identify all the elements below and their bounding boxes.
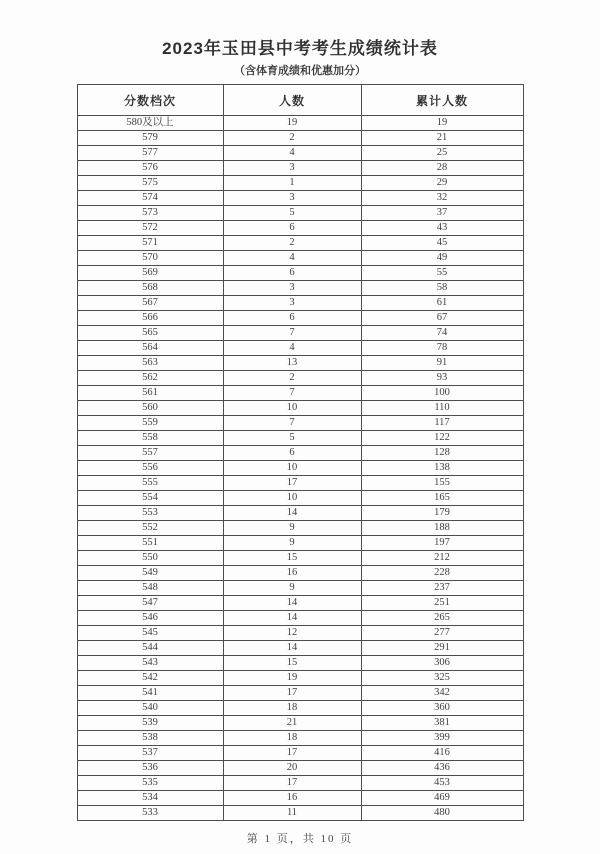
score-range-cell: 544 (77, 641, 223, 656)
count-cell: 17 (223, 686, 361, 701)
header-count: 人数 (223, 85, 361, 116)
score-table (77, 84, 524, 821)
score-range-cell: 559 (77, 416, 223, 431)
count-cell: 5 (223, 431, 361, 446)
cumulative-count-cell: 165 (361, 491, 523, 506)
cumulative-count-cell: 61 (361, 296, 523, 311)
score-range-cell: 561 (77, 386, 223, 401)
cumulative-count-cell: 237 (361, 581, 523, 596)
cumulative-count-cell: 453 (361, 776, 523, 791)
count-cell: 18 (223, 701, 361, 716)
table-row (77, 506, 523, 521)
table-row (77, 716, 523, 731)
table-row (77, 326, 523, 341)
cumulative-count-cell: 117 (361, 416, 523, 431)
count-cell: 6 (223, 446, 361, 461)
count-cell: 19 (223, 116, 361, 131)
table-row (77, 161, 523, 176)
cumulative-count-cell: 67 (361, 311, 523, 326)
cumulative-count-cell: 265 (361, 611, 523, 626)
table-row (77, 206, 523, 221)
cumulative-count-cell: 212 (361, 551, 523, 566)
cumulative-count-cell: 179 (361, 506, 523, 521)
cumulative-count-cell: 43 (361, 221, 523, 236)
table-row (77, 356, 523, 371)
count-cell: 2 (223, 236, 361, 251)
count-cell: 9 (223, 536, 361, 551)
score-range-cell: 549 (77, 566, 223, 581)
count-cell: 17 (223, 746, 361, 761)
table-row (77, 461, 523, 476)
score-range-cell: 577 (77, 146, 223, 161)
page-title: 2023年玉田县中考考生成绩统计表 (162, 39, 438, 58)
count-cell: 20 (223, 761, 361, 776)
cumulative-count-cell: 155 (361, 476, 523, 491)
score-range-cell: 536 (77, 761, 223, 776)
table-row (77, 791, 523, 806)
score-range-cell: 543 (77, 656, 223, 671)
count-cell: 14 (223, 506, 361, 521)
score-range-cell: 560 (77, 401, 223, 416)
count-cell: 12 (223, 626, 361, 641)
table-row (77, 446, 523, 461)
page-subtitle: （含体育成绩和优惠加分） (234, 65, 366, 77)
score-range-cell: 552 (77, 521, 223, 536)
table-row (77, 296, 523, 311)
table-row (77, 596, 523, 611)
score-range-cell: 548 (77, 581, 223, 596)
score-range-cell: 534 (77, 791, 223, 806)
count-cell: 2 (223, 131, 361, 146)
table-row (77, 776, 523, 791)
table-row (77, 746, 523, 761)
table-row (77, 761, 523, 776)
count-cell: 11 (223, 806, 361, 821)
count-cell: 7 (223, 326, 361, 341)
header-row (77, 85, 523, 116)
count-cell: 19 (223, 671, 361, 686)
page-number-footer: 第 1 页，共 10 页 (246, 833, 354, 845)
cumulative-count-cell: 37 (361, 206, 523, 221)
score-range-cell: 569 (77, 266, 223, 281)
cumulative-count-cell: 93 (361, 371, 523, 386)
score-range-cell: 555 (77, 476, 223, 491)
score-range-cell: 566 (77, 311, 223, 326)
score-range-cell: 553 (77, 506, 223, 521)
score-range-cell: 550 (77, 551, 223, 566)
count-cell: 9 (223, 581, 361, 596)
cumulative-count-cell: 306 (361, 656, 523, 671)
count-cell: 2 (223, 371, 361, 386)
score-range-cell: 562 (77, 371, 223, 386)
cumulative-count-cell: 45 (361, 236, 523, 251)
count-cell: 14 (223, 596, 361, 611)
table-row (77, 341, 523, 356)
count-cell: 17 (223, 476, 361, 491)
cumulative-count-cell: 21 (361, 131, 523, 146)
header-score-range: 分数档次 (77, 85, 223, 116)
count-cell: 1 (223, 176, 361, 191)
count-cell: 10 (223, 401, 361, 416)
table-row (77, 521, 523, 536)
count-cell: 3 (223, 191, 361, 206)
score-table-body (77, 116, 523, 821)
table-row (77, 581, 523, 596)
table-row (77, 536, 523, 551)
table-row (77, 641, 523, 656)
cumulative-count-cell: 25 (361, 146, 523, 161)
table-row (77, 686, 523, 701)
cumulative-count-cell: 32 (361, 191, 523, 206)
cumulative-count-cell: 128 (361, 446, 523, 461)
score-range-cell: 539 (77, 716, 223, 731)
count-cell: 6 (223, 311, 361, 326)
score-range-cell: 565 (77, 326, 223, 341)
count-cell: 7 (223, 416, 361, 431)
score-range-cell: 547 (77, 596, 223, 611)
cumulative-count-cell: 228 (361, 566, 523, 581)
score-range-cell: 535 (77, 776, 223, 791)
cumulative-count-cell: 28 (361, 161, 523, 176)
score-range-cell: 571 (77, 236, 223, 251)
count-cell: 9 (223, 521, 361, 536)
cumulative-count-cell: 197 (361, 536, 523, 551)
score-range-cell: 580及以上 (77, 116, 223, 131)
score-range-cell: 558 (77, 431, 223, 446)
table-row (77, 701, 523, 716)
table-row (77, 371, 523, 386)
table-row (77, 401, 523, 416)
cumulative-count-cell: 122 (361, 431, 523, 446)
table-row (77, 491, 523, 506)
cumulative-count-cell: 469 (361, 791, 523, 806)
cumulative-count-cell: 78 (361, 341, 523, 356)
score-range-cell: 545 (77, 626, 223, 641)
count-cell: 3 (223, 161, 361, 176)
table-row (77, 476, 523, 491)
count-cell: 17 (223, 776, 361, 791)
score-range-cell: 546 (77, 611, 223, 626)
table-row (77, 551, 523, 566)
score-range-cell: 540 (77, 701, 223, 716)
count-cell: 15 (223, 551, 361, 566)
score-range-cell: 551 (77, 536, 223, 551)
cumulative-count-cell: 277 (361, 626, 523, 641)
count-cell: 14 (223, 641, 361, 656)
table-row (77, 266, 523, 281)
score-range-cell: 567 (77, 296, 223, 311)
table-row (77, 431, 523, 446)
score-range-cell: 563 (77, 356, 223, 371)
table-row (77, 386, 523, 401)
score-range-cell: 542 (77, 671, 223, 686)
table-row (77, 731, 523, 746)
score-range-cell: 568 (77, 281, 223, 296)
table-row (77, 611, 523, 626)
cumulative-count-cell: 360 (361, 701, 523, 716)
table-row (77, 311, 523, 326)
cumulative-count-cell: 19 (361, 116, 523, 131)
table-row (77, 191, 523, 206)
cumulative-count-cell: 110 (361, 401, 523, 416)
cumulative-count-cell: 381 (361, 716, 523, 731)
table-row (77, 416, 523, 431)
count-cell: 4 (223, 146, 361, 161)
count-cell: 7 (223, 386, 361, 401)
cumulative-count-cell: 291 (361, 641, 523, 656)
cumulative-count-cell: 436 (361, 761, 523, 776)
score-range-cell: 533 (77, 806, 223, 821)
count-cell: 16 (223, 791, 361, 806)
table-row (77, 116, 523, 131)
score-range-cell: 538 (77, 731, 223, 746)
score-range-cell: 574 (77, 191, 223, 206)
count-cell: 16 (223, 566, 361, 581)
count-cell: 15 (223, 656, 361, 671)
score-range-cell: 579 (77, 131, 223, 146)
count-cell: 3 (223, 296, 361, 311)
cumulative-count-cell: 49 (361, 251, 523, 266)
cumulative-count-cell: 58 (361, 281, 523, 296)
score-table-header (77, 85, 523, 116)
cumulative-count-cell: 74 (361, 326, 523, 341)
table-row (77, 656, 523, 671)
cumulative-count-cell: 29 (361, 176, 523, 191)
count-cell: 4 (223, 251, 361, 266)
table-row (77, 236, 523, 251)
cumulative-count-cell: 138 (361, 461, 523, 476)
cumulative-count-cell: 55 (361, 266, 523, 281)
count-cell: 5 (223, 206, 361, 221)
cumulative-count-cell: 91 (361, 356, 523, 371)
cumulative-count-cell: 325 (361, 671, 523, 686)
score-range-cell: 575 (77, 176, 223, 191)
table-row (77, 281, 523, 296)
count-cell: 6 (223, 266, 361, 281)
cumulative-count-cell: 188 (361, 521, 523, 536)
score-range-cell: 572 (77, 221, 223, 236)
cumulative-count-cell: 416 (361, 746, 523, 761)
count-cell: 21 (223, 716, 361, 731)
cumulative-count-cell: 100 (361, 386, 523, 401)
table-row (77, 146, 523, 161)
score-range-cell: 554 (77, 491, 223, 506)
score-range-cell: 541 (77, 686, 223, 701)
score-range-cell: 570 (77, 251, 223, 266)
score-range-cell: 564 (77, 341, 223, 356)
count-cell: 4 (223, 341, 361, 356)
table-row (77, 566, 523, 581)
count-cell: 14 (223, 611, 361, 626)
cumulative-count-cell: 480 (361, 806, 523, 821)
table-row (77, 626, 523, 641)
cumulative-count-cell: 342 (361, 686, 523, 701)
table-row (77, 131, 523, 146)
table-row (77, 806, 523, 821)
table-row (77, 251, 523, 266)
score-range-cell: 556 (77, 461, 223, 476)
count-cell: 3 (223, 281, 361, 296)
score-range-cell: 557 (77, 446, 223, 461)
count-cell: 10 (223, 461, 361, 476)
table-row (77, 221, 523, 236)
cumulative-count-cell: 251 (361, 596, 523, 611)
count-cell: 13 (223, 356, 361, 371)
count-cell: 6 (223, 221, 361, 236)
table-row (77, 671, 523, 686)
count-cell: 10 (223, 491, 361, 506)
header-cumulative-count: 累计人数 (361, 85, 523, 116)
count-cell: 18 (223, 731, 361, 746)
score-range-cell: 576 (77, 161, 223, 176)
table-row (77, 176, 523, 191)
score-range-cell: 573 (77, 206, 223, 221)
score-range-cell: 537 (77, 746, 223, 761)
cumulative-count-cell: 399 (361, 731, 523, 746)
